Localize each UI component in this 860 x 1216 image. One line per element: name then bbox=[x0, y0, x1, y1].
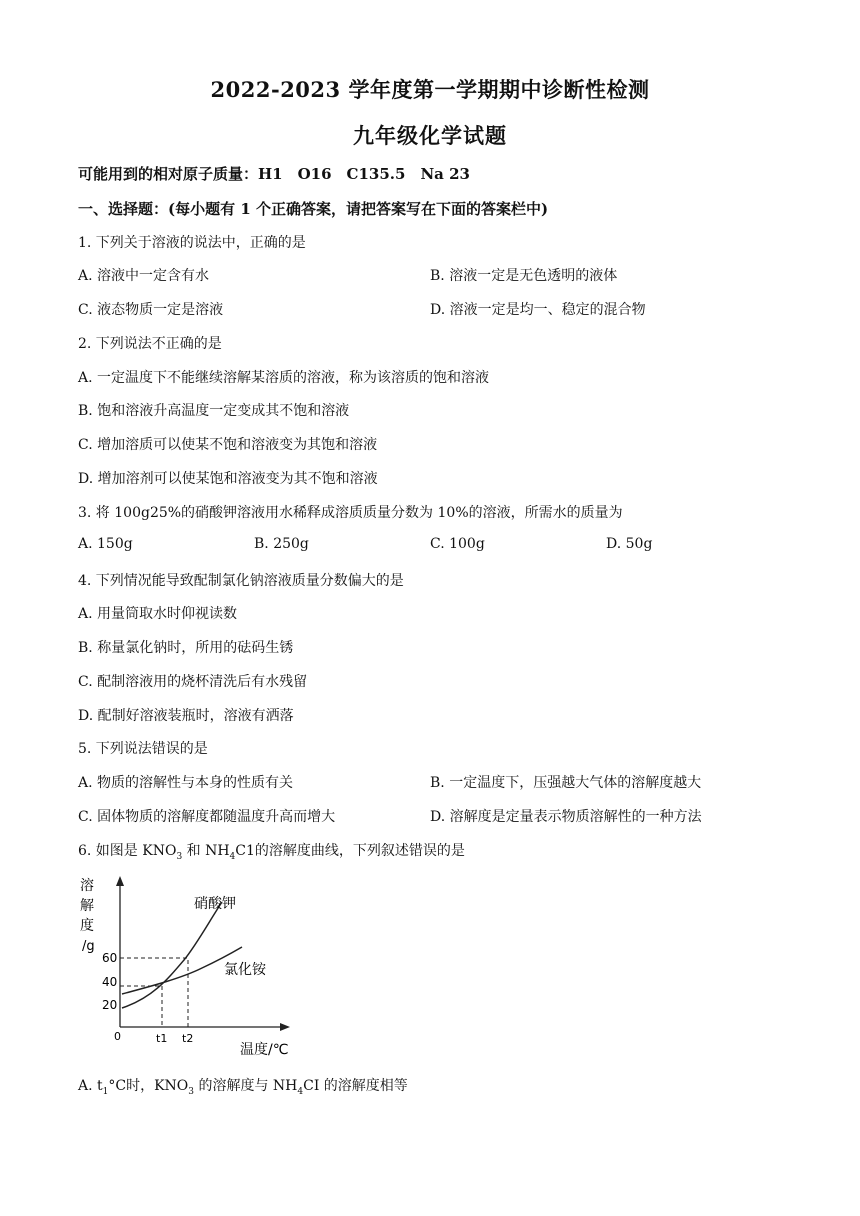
section-heading: 一、选择题：(每小题有 1 个正确答案，请把答案写在下面的答案栏中) bbox=[78, 200, 549, 218]
question-2-option-c: C. 增加溶质可以使某不饱和溶液变为其饱和溶液 bbox=[78, 437, 378, 453]
question-1-option-c: C. 液态物质一定是溶液 bbox=[78, 302, 224, 318]
question-4-option-d: D. 配制好溶液装瓶时，溶液有洒落 bbox=[78, 708, 294, 724]
question-2-option-a: A. 一定温度下不能继续溶解某溶质的溶液，称为该溶质的饱和溶液 bbox=[78, 370, 490, 386]
question-3-option-a: A. 150g bbox=[78, 536, 133, 552]
question-4-option-b: B. 称量氯化钠时，所用的砝码生锈 bbox=[78, 640, 294, 656]
question-3-stem: 3. 将 100g25%的硝酸钾溶液用水稀释成溶质质量分数为 10%的溶液，所需水的质量为 bbox=[78, 505, 623, 521]
question-1-stem: 1. 下列关于溶液的说法中，正确的是 bbox=[78, 235, 306, 251]
nh4cl-curve-label: 氯化铵 bbox=[224, 962, 266, 978]
x-tick-t2: t2 bbox=[182, 1032, 194, 1045]
x-axis-arrow bbox=[280, 1023, 290, 1031]
question-3-option-c: C. 100g bbox=[430, 536, 485, 552]
x-axis-label: 温度/℃ bbox=[240, 1042, 289, 1058]
y-tick-60: 60 bbox=[102, 951, 118, 965]
question-5-option-b: B. 一定温度下，压强越大气体的溶解度越大 bbox=[430, 775, 702, 791]
question-1-option-a: A. 溶液中一定含有水 bbox=[78, 268, 210, 284]
question-4-option-a: A. 用量筒取水时仰视读数 bbox=[78, 606, 238, 622]
question-4-stem: 4. 下列情况能导致配制氯化钠溶液质量分数偏大的是 bbox=[78, 573, 404, 589]
x-tick-t1: t1 bbox=[156, 1032, 168, 1045]
y-tick-40: 40 bbox=[102, 975, 118, 989]
exam-subtitle: 九年级化学试题 bbox=[353, 123, 507, 148]
y-tick-20: 20 bbox=[102, 998, 118, 1012]
question-4-option-c: C. 配制溶液用的烧杯清洗后有水残留 bbox=[78, 674, 308, 690]
question-5-option-d: D. 溶解度是定量表示物质溶解性的一种方法 bbox=[430, 809, 702, 825]
question-2-option-d: D. 增加溶剂可以使某饱和溶液变为其不饱和溶液 bbox=[78, 471, 378, 487]
origin-label: 0 bbox=[114, 1030, 121, 1043]
solubility-curve-graph bbox=[72, 868, 312, 1063]
atomic-mass-line: 可能用到的相对原子质量：H1 O16 C135.5 Na 23 bbox=[78, 165, 470, 183]
y-axis-label-1: 溶 bbox=[80, 878, 94, 894]
question-2-option-b: B. 饱和溶液升高温度一定变成其不饱和溶液 bbox=[78, 403, 350, 419]
question-5-stem: 5. 下列说法错误的是 bbox=[78, 741, 208, 757]
question-3-option-b: B. 250g bbox=[254, 536, 309, 552]
question-6-option-a: A. $t_1^\circ C$时，$KNO_3$ 的溶解度与 $NH_4CI$ 的溶解度相等 bbox=[78, 1078, 408, 1097]
question-2-stem: 2. 下列说法不正确的是 bbox=[78, 336, 222, 352]
y-axis-label-4: /g bbox=[82, 939, 95, 954]
y-axis-label-3: 度 bbox=[80, 918, 94, 934]
question-3-option-d: D. 50g bbox=[606, 536, 653, 552]
kno3-curve-label: 硝酸钾 bbox=[194, 896, 236, 912]
exam-title: 2022-2023 学年度第一学期期中诊断性检测 bbox=[210, 77, 650, 102]
question-5-option-c: C. 固体物质的溶解度都随温度升高而增大 bbox=[78, 809, 336, 825]
kno3-curve bbox=[122, 902, 222, 1008]
question-1-option-b: B. 溶液一定是无色透明的液体 bbox=[430, 268, 618, 284]
question-6-stem: 6. 如图是 $KNO_3$ 和 $NH_4C1$的溶解度曲线，下列叙述错误的是 bbox=[78, 843, 465, 862]
question-1-option-d: D. 溶液一定是均一、稳定的混合物 bbox=[430, 302, 646, 318]
y-axis-label-2: 解 bbox=[80, 898, 94, 914]
question-5-option-a: A. 物质的溶解性与本身的性质有关 bbox=[78, 775, 294, 791]
y-axis-arrow bbox=[116, 876, 124, 886]
